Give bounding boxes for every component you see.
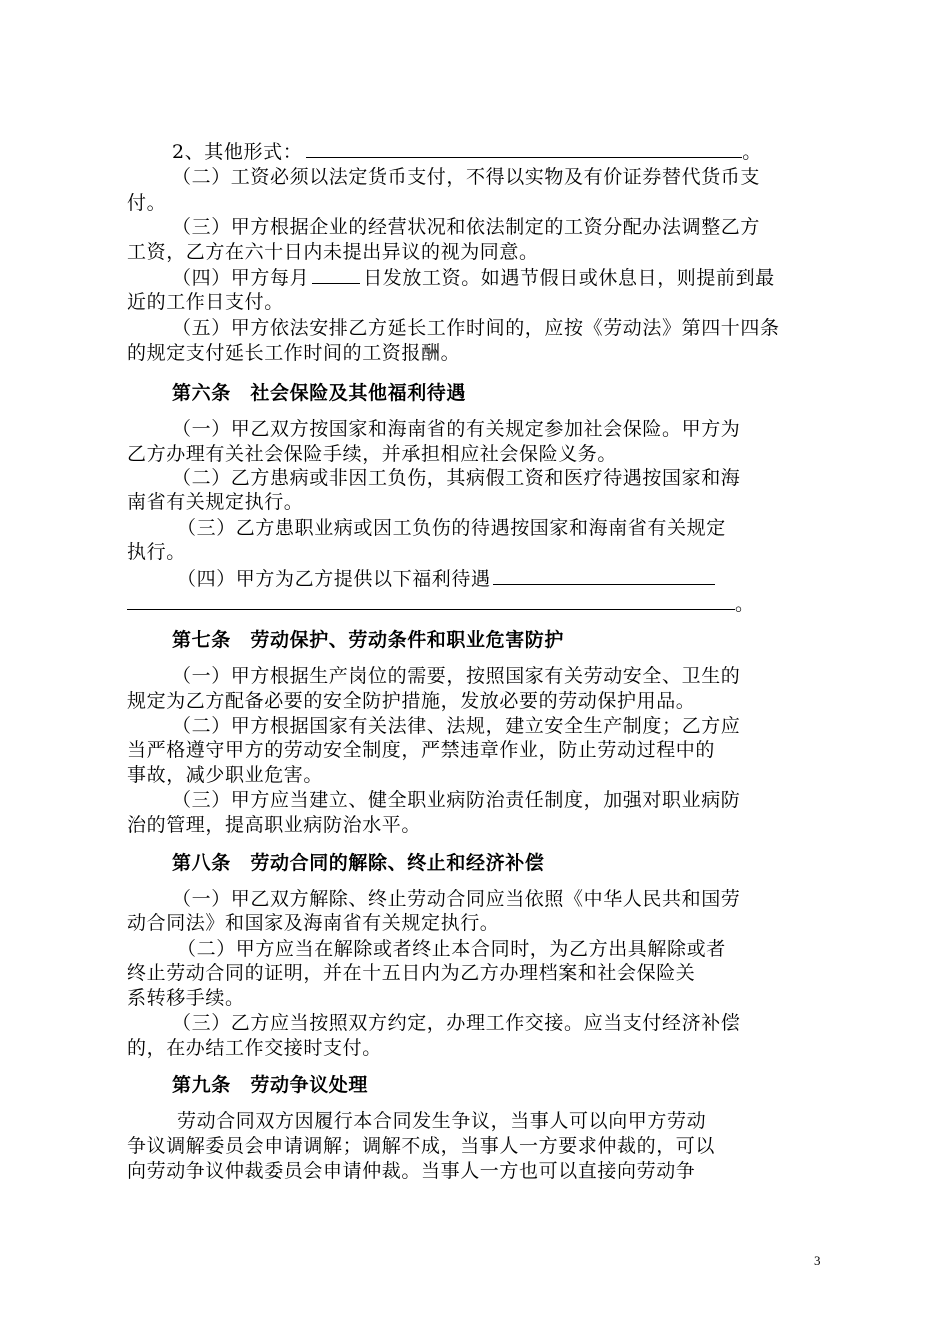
paragraph-line: 事故，减少职业危害。 bbox=[127, 764, 324, 786]
paragraph-line: 2、其他形式： 。 bbox=[172, 141, 762, 163]
paragraph-line: 的规定支付延长工作时间的工资报酬。 bbox=[127, 342, 461, 364]
paragraph-line: （三）甲方根据企业的经营状况和依法制定的工资分配办法调整乙方 bbox=[172, 216, 761, 238]
paragraph-line: （三）乙方患职业病或因工负伤的待遇按国家和海南省有关规定 bbox=[177, 517, 726, 539]
paragraph-line: 近的工作日支付。 bbox=[127, 291, 284, 313]
section-heading: 第八条 劳动合同的解除、终止和经济补偿 bbox=[172, 852, 545, 874]
paragraph-line: （二）甲方应当在解除或者终止本合同时，为乙方出具解除或者 bbox=[177, 938, 726, 960]
paragraph-line: （一）甲乙双方按国家和海南省的有关规定参加社会保险。甲方为 bbox=[172, 418, 741, 440]
paragraph-line: 工资，乙方在六十日内未提出异议的视为同意。 bbox=[127, 241, 539, 263]
paragraph-line: 的，在办结工作交接时支付。 bbox=[127, 1037, 382, 1059]
paragraph-line: （二）乙方患病或非因工负伤，其病假工资和医疗待遇按国家和海 bbox=[172, 467, 741, 489]
paragraph-line: 劳动合同双方因履行本合同发生争议，当事人可以向甲方劳动 bbox=[177, 1110, 707, 1132]
paragraph-line: （三）乙方应当按照双方约定，办理工作交接。应当支付经济补偿 bbox=[172, 1012, 741, 1034]
paragraph-line: （三）甲方应当建立、健全职业病防治责任制度，加强对职业病防 bbox=[172, 789, 741, 811]
blank-fill-line bbox=[127, 591, 735, 610]
paragraph-line: （一）甲方根据生产岗位的需要，按照国家有关劳动安全、卫生的 bbox=[172, 665, 741, 687]
blank-fill-line bbox=[312, 265, 360, 284]
section-heading: 第六条 社会保险及其他福利待遇 bbox=[172, 382, 467, 404]
paragraph-line: （二）甲方根据国家有关法律、法规，建立安全生产制度；乙方应 bbox=[172, 715, 741, 737]
paragraph-line: 动合同法》和国家及海南省有关规定执行。 bbox=[127, 912, 500, 934]
section-heading: 第九条 劳动争议处理 bbox=[172, 1074, 369, 1096]
paragraph-line: 规定为乙方配备必要的安全防护措施，发放必要的劳动保护用品。 bbox=[127, 690, 696, 712]
paragraph-line: 执行。 bbox=[127, 541, 186, 563]
paragraph-line: （四）甲方每月 日发放工资。如遇节假日或休息日，则提前到最 bbox=[172, 267, 775, 289]
paragraph-line: （五）甲方依法安排乙方延长工作时间的，应按《劳动法》第四十四条 bbox=[172, 317, 780, 339]
paragraph-line: 。 bbox=[127, 591, 827, 616]
section-heading: 第七条 劳动保护、劳动条件和职业危害防护 bbox=[172, 629, 565, 651]
page-number: 3 bbox=[814, 1253, 821, 1268]
blank-fill-line bbox=[493, 566, 715, 585]
paragraph-line: （二）工资必须以法定货币支付，不得以实物及有价证券替代货币支 bbox=[172, 166, 761, 188]
paragraph-line: 乙方办理有关社会保险手续，并承担相应社会保险义务。 bbox=[127, 443, 618, 465]
paragraph-line: （四）甲方为乙方提供以下福利待遇 bbox=[177, 566, 877, 591]
paragraph-line: 终止劳动合同的证明，并在十五日内为乙方办理档案和社会保险关 bbox=[127, 962, 696, 984]
paragraph-line: 向劳动争议仲裁委员会申请仲裁。当事人一方也可以直接向劳动争 bbox=[127, 1160, 696, 1182]
paragraph-line: 治的管理，提高职业病防治水平。 bbox=[127, 814, 422, 836]
paragraph-line: （一）甲乙双方解除、终止劳动合同应当依照《中华人民共和国劳 bbox=[172, 888, 741, 910]
paragraph-line: 系转移手续。 bbox=[127, 987, 245, 1009]
paragraph-line: 南省有关规定执行。 bbox=[127, 491, 304, 513]
paragraph-line: 付。 bbox=[127, 192, 167, 214]
paragraph-line: 争议调解委员会申请调解；调解不成，当事人一方要求仲裁的，可以 bbox=[127, 1135, 716, 1157]
paragraph-line: 当严格遵守甲方的劳动安全制度，严禁违章作业，防止劳动过程中的 bbox=[127, 739, 716, 761]
blank-fill-line bbox=[306, 139, 742, 158]
